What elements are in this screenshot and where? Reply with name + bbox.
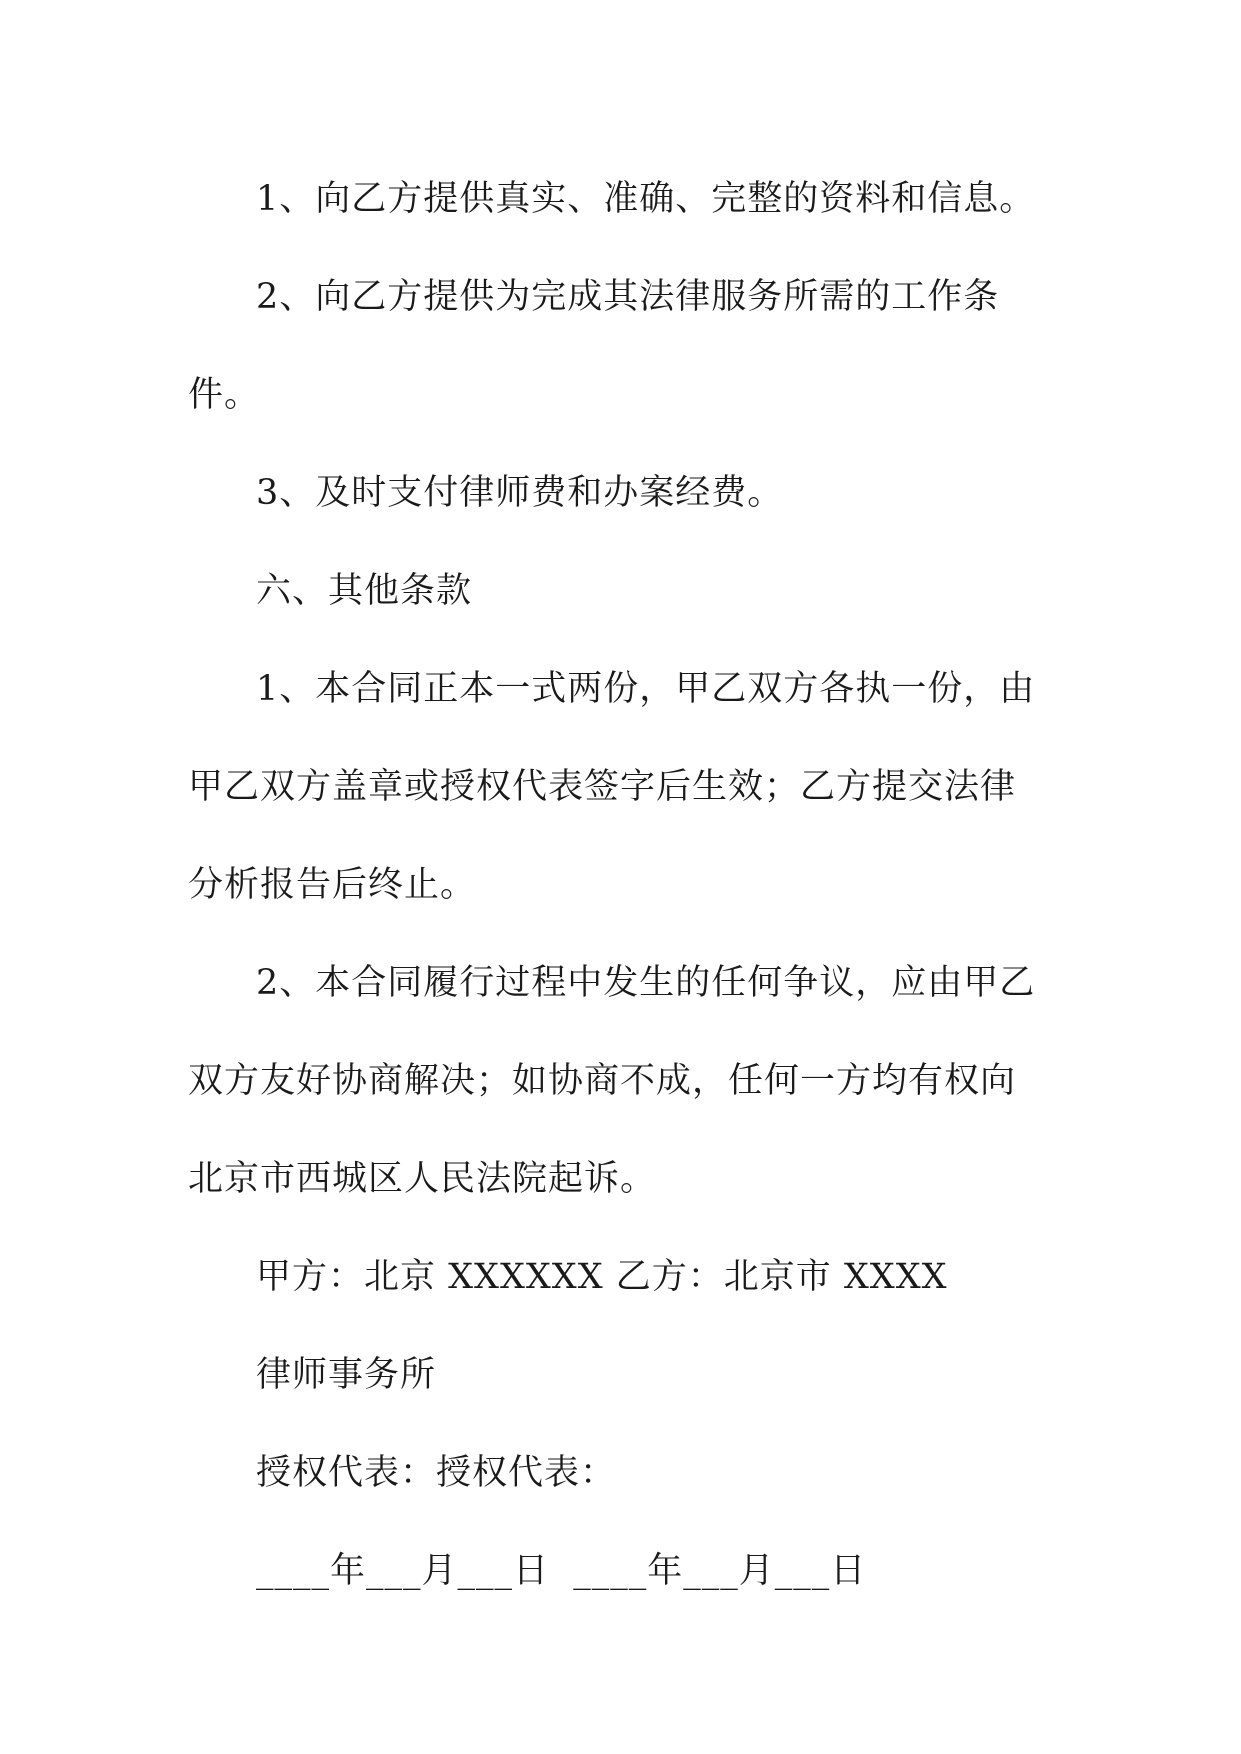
- clause-item-2: 2、向乙方提供为完成其法律服务所需的工作条件。: [188, 277, 1000, 415]
- authorized-representative-line: 授权代表：授权代表：: [256, 1453, 617, 1493]
- other-terms-item-1: 1、本合同正本一式两份，甲乙双方各执一份，由甲乙双方盖章或授权代表签字后生效；乙方提交法律分析报告后终止。: [188, 669, 1036, 905]
- law-firm-line: 律师事务所: [256, 1355, 437, 1395]
- clause-item-1: 1、向乙方提供真实、准确、完整的资料和信息。: [256, 179, 1036, 219]
- other-terms-item-2: 2、本合同履行过程中发生的任何争议，应由甲乙双方友好协商解决；如协商不成，任何一方均有权向北京市西城区人民法院起诉。: [188, 963, 1036, 1199]
- signature-parties-line: 甲方：北京 XXXXXX 乙方：北京市 XXXX: [256, 1257, 948, 1297]
- clause-item-3: 3、及时支付律师费和办案经费。: [256, 473, 784, 513]
- date-line: ____年___月___日 ____年___月___日: [256, 1551, 867, 1591]
- section-heading-other-terms: 六、其他条款: [256, 571, 473, 611]
- document-body: [188, 150, 1048, 1620]
